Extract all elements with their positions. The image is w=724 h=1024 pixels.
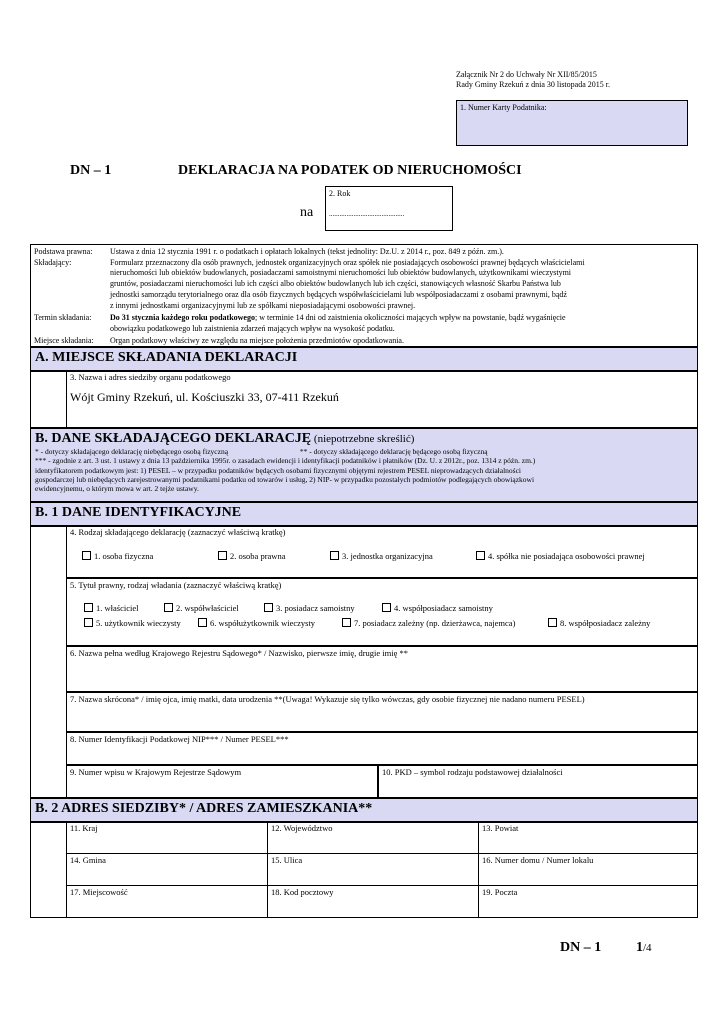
legal-title-option-1-label: 1. właściciel — [96, 603, 139, 613]
place-text: Organ podatkowy właściwy ze względu na miejsce położenia przedmiotów opodatkowania. — [110, 336, 404, 345]
post-office-label: 19. Poczta — [482, 887, 518, 897]
legal-title-option-5-label: 5. użytkownik wieczysty — [96, 618, 181, 628]
district-field[interactable] — [478, 822, 698, 854]
page-number — [636, 940, 652, 956]
form-code: DN – 1 — [70, 163, 112, 178]
section-b2-title: B. 2 ADRES SIEDZIBY* / ADRES ZAMIESZKANIA** — [35, 801, 373, 816]
legal-title-option-3[interactable] — [264, 603, 355, 613]
municipality-field[interactable] — [66, 853, 268, 886]
filer-type-option-2[interactable] — [218, 551, 285, 561]
section-b-title-note: (niepotrzebne skreślić) — [311, 433, 415, 445]
legal-title-option-5[interactable] — [84, 618, 181, 628]
note-3: *** - zgodnie z art. 3 ust. 1 ustawy z dnia 13 października 1995r. o zasadach ewidencji i identyfikacji podatników i płatników (Dz. U. z 2012r., poz. 1314 z późn. zm.) — [35, 456, 536, 466]
issuer-label: 3. Nazwa i adres siedziby organu podatkowego — [70, 372, 231, 382]
legal-title-option-1[interactable] — [84, 603, 138, 613]
section-b1-header — [30, 502, 698, 526]
section-b-header — [30, 428, 698, 502]
note-4: identyfikatorem podatkowym jest: 1) PESEL – w przypadku podatników będących osobami fizycznymi objętymi rejestrem PESEL nieprowadzących działalności — [35, 465, 521, 475]
notes — [35, 447, 693, 493]
checkbox-icon[interactable] — [476, 551, 485, 560]
checkbox-icon[interactable] — [82, 551, 91, 560]
house-number-field[interactable] — [478, 853, 698, 886]
legal-title-option-7[interactable] — [342, 618, 515, 628]
checkbox-icon[interactable] — [342, 618, 351, 627]
deadline-text-2: obowiązku podatkowego lub zaistnienia zdarzeń mających wpływ na wysokość podatku. — [110, 324, 395, 333]
section-b1-title: B. 1 DANE IDENTYFIKACYJNE — [35, 505, 242, 520]
krs-label: 9. Numer wpisu w Krajowym Rejestrze Sądowym — [70, 767, 242, 777]
legal-title-option-8[interactable] — [548, 618, 650, 628]
section-a-header — [30, 347, 698, 371]
checkbox-icon[interactable] — [548, 618, 557, 627]
post-office-field[interactable] — [478, 885, 698, 918]
year-label: 2. Rok — [329, 189, 351, 198]
legal-title-option-2[interactable] — [164, 603, 239, 613]
filer-type-option-4[interactable] — [476, 551, 645, 561]
section-a-title: A. MIEJSCE SKŁADANIA DEKLARACJI — [35, 350, 298, 365]
filer-text-5: z innymi jednostkami organizacyjnymi lub ze spółkami nieposiadającymi osobowości prawnej. — [110, 301, 416, 310]
card-number-field[interactable] — [456, 100, 688, 146]
pkd-field[interactable] — [378, 765, 698, 798]
note-2: ** - dotyczy składającego deklarację będącego osobą fizyczną — [299, 447, 488, 456]
checkbox-icon[interactable] — [264, 603, 273, 612]
street-field[interactable] — [267, 853, 479, 886]
voivodeship-field[interactable] — [267, 822, 479, 854]
note-1: * - dotyczy składającego deklarację niebędącego osobą fizyczną — [35, 447, 229, 456]
filer-text-4: jednostki samorządu terytorialnego oraz dla osób fizycznych będących współwłaścicielami lub współposiadaczami z osobami prawnymi, bądź — [110, 290, 567, 299]
year-dots: ........................................... — [329, 210, 405, 218]
street-label: 15. Ulica — [271, 855, 303, 865]
country-label: 11. Kraj — [70, 823, 98, 833]
postal-code-field[interactable] — [267, 885, 479, 918]
filer-label: Składający: — [34, 258, 72, 267]
filer-type-option-2-label: 2. osoba prawna — [230, 551, 286, 561]
district-label: 13. Powiat — [482, 823, 519, 833]
nip-pesel-label: 8. Numer Identyfikacji Podatkowej NIP*** / Numer PESEL*** — [70, 734, 289, 744]
deadline-text-1: ; w terminie 14 dni od zaistnienia okoliczności mających wpływ na powstanie, bądź wygaśnięcie — [254, 313, 566, 322]
short-name-field[interactable] — [66, 692, 698, 732]
filer-type-option-3[interactable] — [330, 551, 433, 561]
page-current: 1 — [636, 940, 643, 955]
issuer-field[interactable] — [66, 371, 698, 428]
note-6: ewidencyjnemu, o którym mowa w art. 2 tejże ustawy. — [35, 484, 199, 494]
filer-text-1: Formularz przeznaczony dla osób prawnych, jednostek organizacyjnych oraz spółek nie posiadających osobowości prawnej będących właścicielami — [110, 258, 585, 267]
place-label: Miejsce składania: — [34, 336, 94, 345]
full-name-field[interactable] — [66, 646, 698, 692]
short-name-label: 7. Nazwa skrócona* / imię ojca, imię matki, data urodzenia **(Uwaga! Wykazuje się tylko wówczas, gdy osobie fizycznej nie nadano numeru PESEL) — [70, 694, 585, 704]
checkbox-icon[interactable] — [330, 551, 339, 560]
filer-type-option-4-label: 4. spółka nie posiadająca osobowości prawnej — [488, 551, 645, 561]
checkbox-icon[interactable] — [84, 603, 93, 612]
card-number-label: 1. Numer Karty Podatnika: — [460, 103, 547, 112]
voivodeship-label: 12. Województwo — [271, 823, 333, 833]
locality-label: 17. Miejscowość — [70, 887, 128, 897]
legal-title-option-3-label: 3. posiadacz samoistny — [276, 603, 355, 613]
filer-type-option-1-label: 1. osoba fizyczna — [94, 551, 154, 561]
filer-type-option-3-label: 3. jednostka organizacyjna — [342, 551, 433, 561]
postal-code-label: 18. Kod pocztowy — [271, 887, 334, 897]
checkbox-icon[interactable] — [218, 551, 227, 560]
checkbox-icon[interactable] — [84, 618, 93, 627]
filer-text-2: nieruchomości lub obiektów budowlanych, posiadaczami samoistnymi nieruchomości lub obiektów budowlanych, użytkownikami wieczystymi — [110, 268, 572, 277]
municipality-label: 14. Gmina — [70, 855, 106, 865]
form-title: DEKLARACJA NA PODATEK OD NIERUCHOMOŚCI — [178, 163, 522, 178]
house-number-label: 16. Numer domu / Numer lokalu — [482, 855, 594, 865]
nip-pesel-field[interactable] — [66, 732, 698, 765]
year-field[interactable] — [325, 186, 453, 231]
country-field[interactable] — [66, 822, 268, 854]
deadline-bold: Do 31 stycznia każdego roku podatkowego — [110, 313, 255, 322]
pkd-label: 10. PKD – symbol rodzaju podstawowej działalności — [382, 767, 563, 777]
full-name-label: 6. Nazwa pełna według Krajowego Rejestru Sądowego* / Nazwisko, pierwsze imię, drugie imię ** — [70, 648, 409, 658]
legal-title-option-6-label: 6. współużytkownik wieczysty — [210, 618, 316, 628]
basis-text: Ustawa z dnia 12 stycznia 1991 r. o podatkach i opłatach lokalnych (tekst jednolity: Dz.U. z 2014 r., poz. 849 z późn. zm.). — [110, 247, 504, 256]
checkbox-icon[interactable] — [382, 603, 391, 612]
legal-title-option-7-label: 7. posiadacz zależny (np. dzierżawca, najemca) — [354, 618, 516, 628]
legal-title-option-4[interactable] — [382, 603, 493, 613]
page-total: /4 — [643, 942, 652, 954]
legal-title-option-2-label: 2. współwłaściciel — [176, 603, 239, 613]
na-label: na — [300, 205, 314, 220]
annex-note — [456, 70, 696, 90]
deadline-label: Termin składania: — [34, 313, 92, 322]
basis-label: Podstawa prawna: — [34, 247, 93, 256]
footer-code: DN – 1 — [560, 940, 602, 955]
filer-type-label: 4. Rodzaj składającego deklarację (zaznaczyć właściwą kratkę) — [70, 527, 286, 537]
legal-title-label: 5. Tytuł prawny, rodzaj władania (zaznaczyć właściwą kratkę) — [70, 580, 282, 590]
note-5: gospodarczej lub niebędących zarejestrowanymi podatnikami podatku od towarów i usług, 2) NIP- w przypadku pozostałych podmiotów podlegających obowiązkowi — [35, 474, 535, 484]
filer-text-3: gruntów, posiadaczami nieruchomości lub ich części albo obiektów budowlanych lub ich części, stanowiących własność Skarbu Państwa lub — [110, 279, 561, 288]
section-b-title: B. DANE SKŁADAJĄCEGO DEKLARACJĘ — [35, 431, 312, 446]
locality-field[interactable] — [66, 885, 268, 918]
checkbox-icon[interactable] — [198, 618, 207, 627]
krs-field[interactable] — [66, 765, 378, 798]
legal-title-option-8-label: 8. współposiadacz zależny — [560, 618, 651, 628]
issuer-value: Wójt Gminy Rzekuń, ul. Kościuszki 33, 07-411 Rzekuń — [70, 390, 339, 404]
annex-line-1: Załącznik Nr 2 do Uchwały Nr XII/85/2015 — [456, 70, 597, 79]
deadline-line-1 — [110, 313, 566, 323]
legal-title-option-4-label: 4. współposiadacz samoistny — [394, 603, 493, 613]
filer-type-option-1[interactable] — [82, 551, 153, 561]
checkbox-icon[interactable] — [164, 603, 173, 612]
section-b2-header — [30, 798, 698, 822]
legal-title-option-6[interactable] — [198, 618, 315, 628]
annex-line-2: Rady Gminy Rzekuń z dnia 30 listopada 2015 r. — [456, 80, 610, 89]
